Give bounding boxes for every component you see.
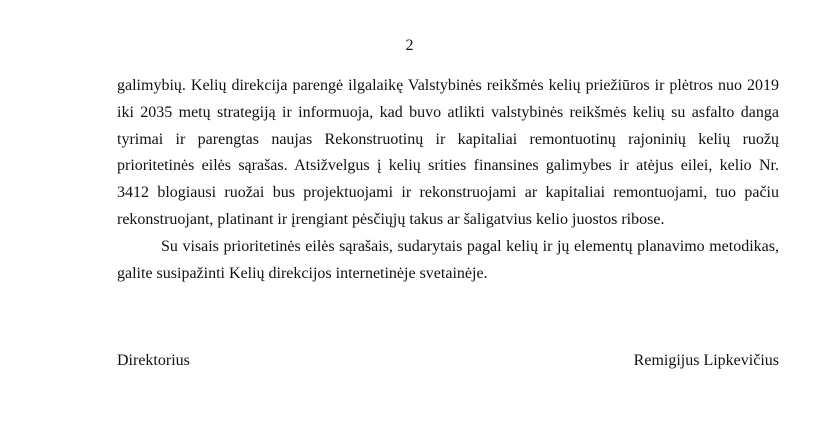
paragraph-priority-lists bbox=[117, 234, 779, 288]
paragraph-line: iki 2035 metų strategiją ir informuoja, kad buvo atlikti valstybinės reikšmės kelių su asfalto danga bbox=[117, 103, 779, 121]
paragraph-line: Su visais prioritetinės eilės sąrašais, sudarytais pagal kelių ir jų elementų planavimo metodikas, bbox=[161, 237, 779, 255]
paragraph-line: galimybių. Kelių direkcija parengė ilgalaikę Valstybinės reikšmės kelių priežiūros ir plėtros nuo 2019 bbox=[117, 77, 779, 94]
paragraph-road-strategy bbox=[117, 73, 779, 234]
paragraph-line: tyrimai ir parengtas naujas Rekonstruotinų ir kapitaliai remontuotinų rajoninių kelių ruožų bbox=[117, 130, 779, 148]
paragraph-line: galite susipažinti Kelių direkcijos internetinėje svetainėje. bbox=[117, 264, 488, 282]
paragraph-line: rekonstruojant, platinant ir įrengiant pėsčiųjų takus ar šaligatvius kelio juostos ribose. bbox=[117, 210, 665, 228]
letter-body bbox=[117, 73, 779, 287]
signature-block bbox=[117, 350, 779, 372]
signatory-name: Remigijus Lipkevičius bbox=[633, 352, 779, 369]
page-number: 2 bbox=[405, 37, 414, 54]
signatory-title: Direktorius bbox=[117, 352, 190, 369]
paragraph-line: 3412 blogiausi ruožai bus projektuojami ir rekonstruojami ar kapitaliai remontuojami, tuo pačiu bbox=[117, 184, 779, 202]
paragraph-line: prioritetinės eilės sąrašas. Atsižvelgus į kelių srities finansines galimybes ir atėjus eilei, kelio Nr. bbox=[117, 157, 779, 175]
